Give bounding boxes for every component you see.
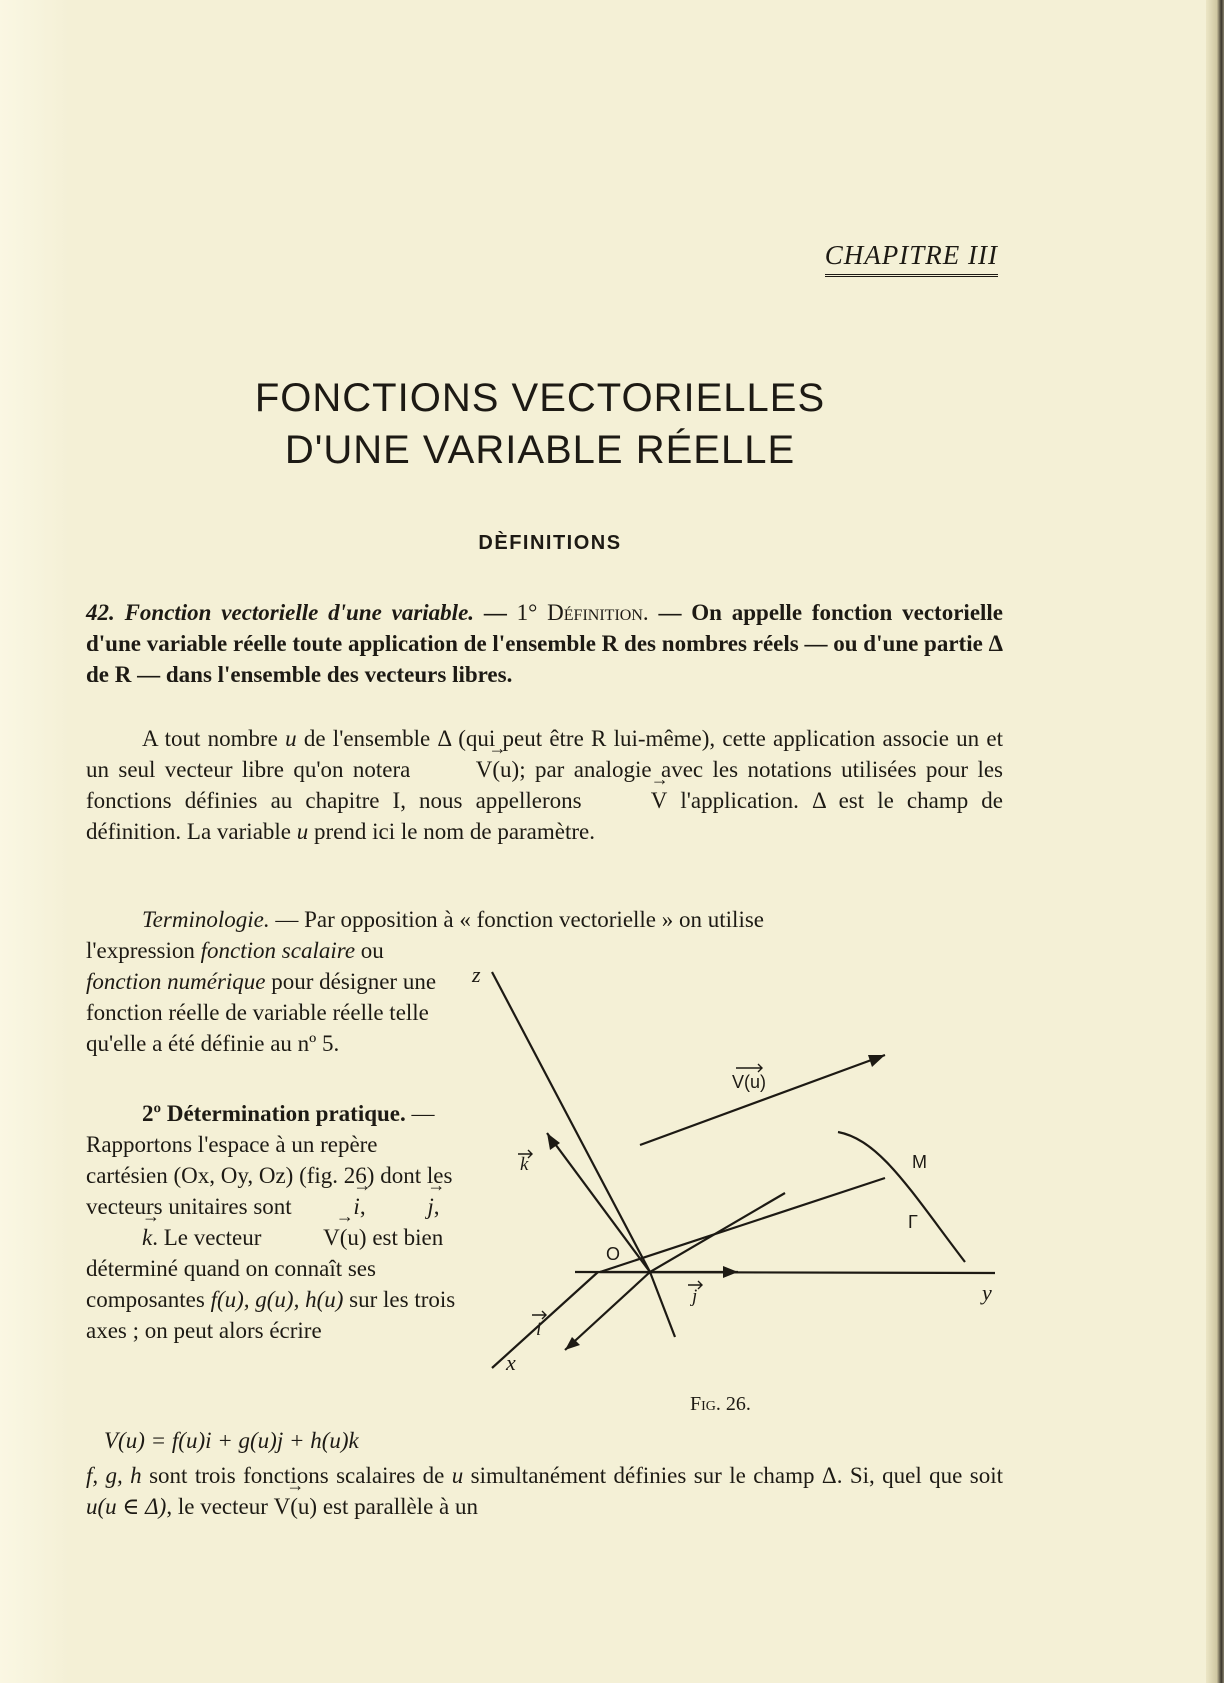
- unit-vector-i-line: [565, 1272, 650, 1350]
- vector-v-u: → V(u): [274, 1491, 317, 1522]
- page-margin-left: [0, 0, 70, 1683]
- text-run: simultanément définies sur le champ Δ. Si, quel que soit: [463, 1463, 1003, 1488]
- label-z: z: [472, 962, 481, 987]
- label-y: y: [982, 1280, 992, 1305]
- text-run: l'expression: [86, 938, 201, 963]
- text-run: — Rapportons l'espace à un repère cartésien (Ox, Oy, Oz) (fig. 26) dont les vecteurs unitaires sont: [86, 1101, 453, 1219]
- vector-v-u: → V(u): [267, 1222, 366, 1253]
- curve-gamma: [838, 1132, 965, 1262]
- label-m: M: [912, 1152, 927, 1172]
- paragraph-scalar-function: [86, 935, 458, 1059]
- text-run: prend ici le nom de paramètre.: [308, 819, 596, 844]
- title-line-1: FONCTIONS VECTORIELLES: [254, 376, 826, 420]
- unit-vector-j: → j: [371, 1191, 433, 1222]
- unit-vector-k: → k: [86, 1222, 152, 1253]
- text-run: est bien déterminé quand on connaît ses composantes: [86, 1225, 444, 1312]
- line-o-gamma: [650, 1193, 785, 1272]
- unit-vector-k-line: [547, 1133, 650, 1272]
- terminology-label: Terminologie.: [142, 907, 270, 932]
- var-u: u: [285, 726, 297, 751]
- components: f(u), g(u), h(u): [210, 1287, 344, 1312]
- vector-formula: V(u) = f(u)i + g(u)j + h(u)k: [104, 1428, 359, 1453]
- text-run: A tout nombre: [142, 726, 286, 751]
- text-run: pour désigner une fonction réelle de variable réelle telle qu'elle a été définie au nº 5.: [86, 969, 437, 1056]
- om-line: [600, 1178, 885, 1272]
- section-heading: DÈFINITIONS: [478, 532, 622, 554]
- arrow-mark-i: [532, 1311, 546, 1319]
- condition: u(u ∈ Δ): [86, 1494, 167, 1519]
- text-run: de l'ensemble Δ (qui peut être R lui-même), cette application associe un et un seul vecteur libre qu'on notera: [86, 726, 1003, 782]
- line-o-lower: [650, 1272, 675, 1337]
- var-u: u: [296, 819, 309, 844]
- figure-caption: Fig. 26.: [690, 1393, 751, 1415]
- function-names: f, g, h: [86, 1463, 142, 1488]
- label-j: j: [692, 1286, 698, 1307]
- page-binding-edge: [1206, 0, 1224, 1683]
- paragraph-scalar-functions: [86, 1460, 1003, 1522]
- vector-v-u: → V(u): [420, 754, 519, 785]
- paragraph-terminology: [86, 904, 1003, 935]
- text-run: est parallèle à un: [317, 1494, 478, 1519]
- def-number: 1°: [516, 600, 538, 625]
- text-run: l'application. Δ est le champ de définition. La variable: [86, 788, 1004, 844]
- title-line-2: D'UNE VARIABLE RÉELLE: [284, 428, 796, 472]
- section-number: 42.: [86, 600, 115, 625]
- definition-paragraph: [86, 597, 1003, 690]
- arrow-j: [723, 1266, 738, 1278]
- label-o: O: [606, 1244, 621, 1264]
- paragraph-determination: 2º Détermination pratique. — Rapportons l'espace à un repère cartésien (Ox, Oy, Oz) (fig. 26) dont les vecteurs unitaires sont → i, → j, → k. Le vecteur → V(u) est bien déterminé quand on connaît ses composantes f(u), g(u), h(u) sur les trois axes ; on peut alors écrire: [86, 1098, 458, 1346]
- section-heading-inline: Fonction vectorielle d'une variable.: [124, 600, 475, 625]
- label-i: i: [536, 1319, 542, 1340]
- dash: —: [474, 600, 517, 625]
- text-run: ; par analogie avec les notations utilisées pour les fonctions définies au chapitre I, nous appellerons: [86, 757, 1003, 813]
- label-x: x: [506, 1350, 516, 1375]
- vector-v: → V: [595, 785, 668, 816]
- paragraph-application: [86, 723, 1003, 847]
- term-numeric: fonction numérique: [86, 969, 266, 994]
- label-v-u: V(u): [732, 1072, 767, 1092]
- label-gamma: Γ: [908, 1212, 918, 1232]
- term-scalar: fonction scalaire: [200, 938, 356, 963]
- figure-26: [470, 960, 1030, 1440]
- definition-label: Définition.: [547, 600, 649, 625]
- chapter-heading: CHAPITRE III: [825, 240, 998, 277]
- unit-vector-i: → i: [297, 1191, 359, 1222]
- subsection-heading: 2º Détermination pratique.: [142, 1101, 406, 1126]
- v-u-vector: [640, 1055, 885, 1145]
- definition-text: — On appelle fonction vectorielle d'une variable réelle toute application de l'ensemble R des nombres réels — ou d'une partie Δ de R — dans l'ensemble des vecteurs libres.: [86, 600, 1004, 687]
- arrow-mark-v-u: [736, 1064, 762, 1072]
- text-run: , le vecteur: [166, 1494, 274, 1519]
- text-run: — Par opposition à « fonction vectorielle » on utilise: [269, 907, 764, 932]
- chapter-title: [200, 372, 880, 476]
- arrow-v-u: [868, 1055, 885, 1067]
- var-u: u: [451, 1463, 464, 1488]
- label-k: k: [520, 1154, 529, 1175]
- text-run: sur les trois axes ; on peut alors écrire: [86, 1287, 456, 1343]
- z-axis: [492, 972, 650, 1272]
- text-run: . Le vecteur: [152, 1225, 268, 1250]
- text-run: ou: [355, 938, 384, 963]
- text-run: sont trois fonctions scalaires de: [141, 1463, 452, 1488]
